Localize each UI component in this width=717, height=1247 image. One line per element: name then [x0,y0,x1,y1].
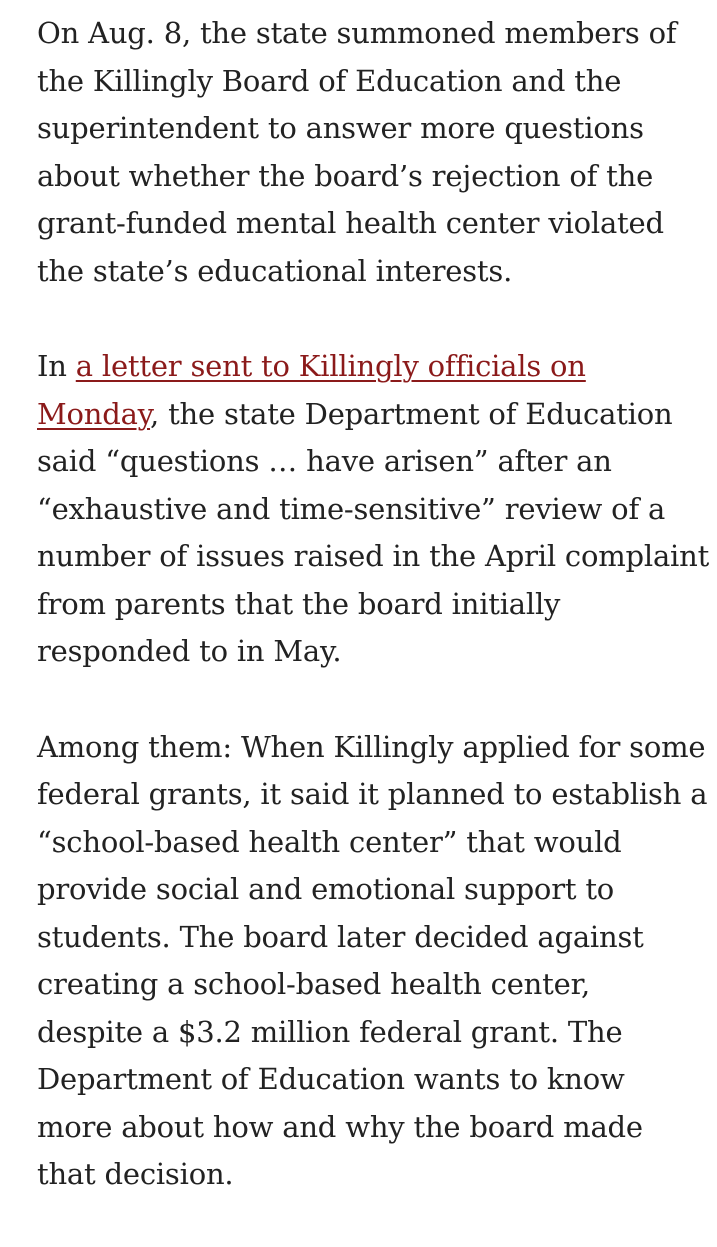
text-segment: In [37,349,76,383]
text-line: Department of Education wants to know [37,1062,625,1096]
text-line: creating a school-based health center, [37,967,591,1001]
text-line [37,391,709,439]
paragraph-letter [37,343,709,676]
text-line: said “questions … have arisen” after an [37,444,612,478]
text-line [37,343,709,391]
text-line: Among them: When Killingly applied for some [37,729,706,764]
text-line: the state’s educational interests. [37,253,513,288]
text-line: the Killingly Board of Education and the [37,63,622,98]
paragraph-state-summons [37,10,709,295]
text-line: On Aug. 8, the state summoned members of [37,16,677,50]
text-line: federal grants, it said it planned to establish a [37,777,708,811]
text-line: responded to in May. [37,634,342,668]
text-line: number of issues raised in the April complaint [37,539,710,573]
text-line: more about how and why the board made [37,1109,643,1144]
text-line: despite a $3.2 million federal grant. The [37,1014,623,1049]
text-line: superintendent to answer more questions [37,111,644,145]
text-line: that decision. [37,1157,234,1191]
article-body [37,10,709,1247]
text-line: provide social and emotional support to [37,872,615,906]
text-line: about whether the board’s rejection of the [37,158,654,193]
text-line: “exhaustive and time-sensitive” review of a [37,491,666,526]
letter-link-continued[interactable]: Monday [37,396,151,431]
letter-link[interactable]: a letter sent to Killingly officials on [75,349,586,383]
text-line: from parents that the board initially [37,586,561,621]
text-line: students. The board later decided against [37,919,644,954]
text-line: “school-based health center” that would [37,824,622,859]
text-segment: , the state Department of Education [150,396,673,431]
text-line: grant-funded mental health center violated [37,206,664,240]
paragraph-grants [37,724,709,1199]
